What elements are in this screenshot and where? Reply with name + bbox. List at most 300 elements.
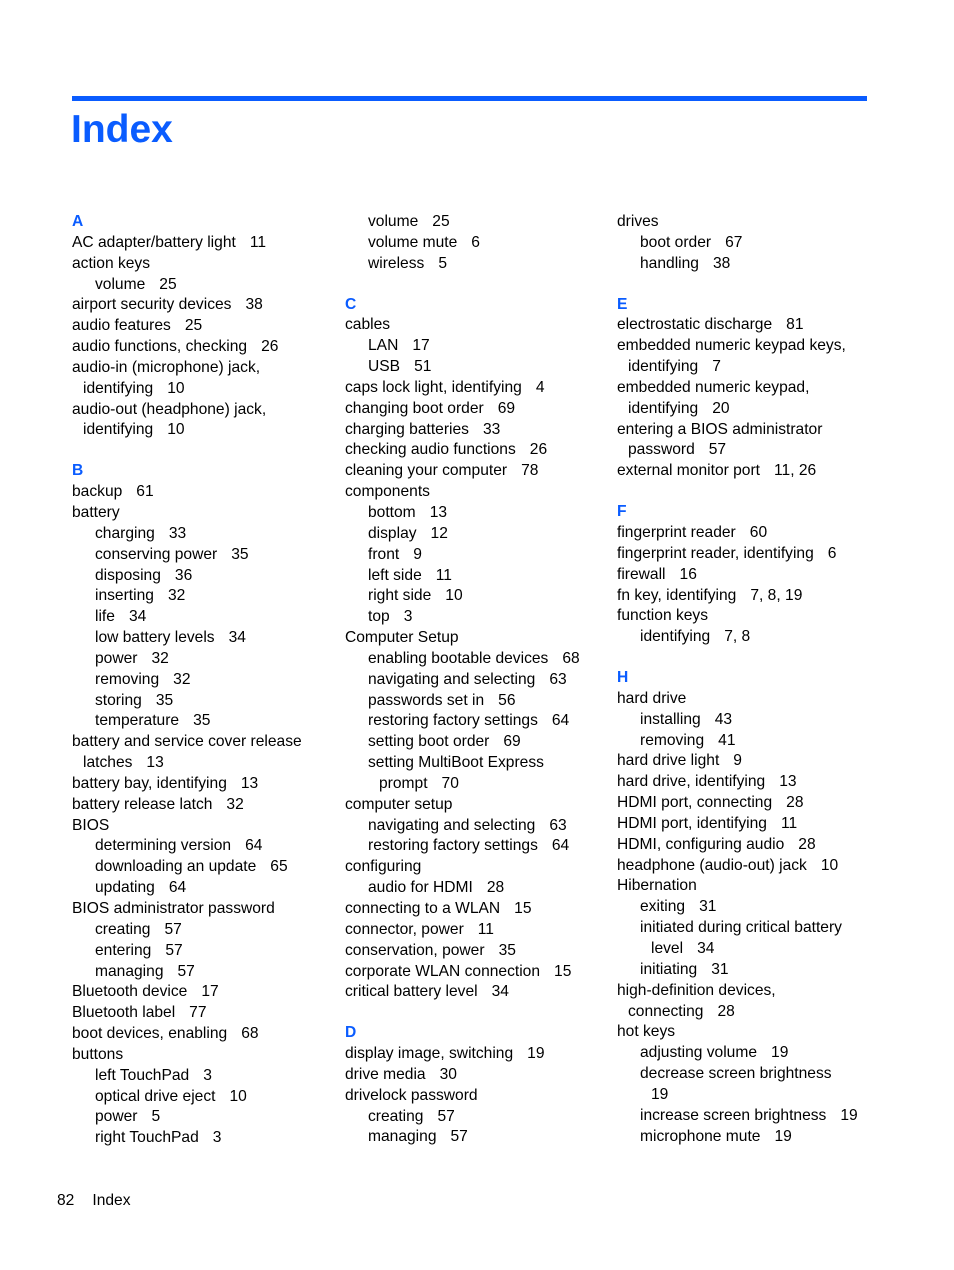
index-entry (72, 962, 322, 983)
section-gap (617, 275, 867, 295)
entry-page-ref[interactable]: 35 (498, 941, 516, 959)
entry-page-ref[interactable]: 63 (549, 670, 567, 688)
index-entry (617, 399, 867, 420)
index-entry (345, 586, 595, 607)
entry-page-ref[interactable]: 17 (412, 337, 430, 355)
entry-page-ref[interactable]: 56 (498, 691, 516, 709)
entry-term: audio functions, checking (72, 338, 248, 356)
index-entry (345, 1086, 595, 1107)
entry-term: BIOS administrator password (72, 900, 275, 917)
index-entry (72, 295, 322, 316)
index-entry (72, 420, 322, 441)
entry-term: increase screen brightness (640, 1106, 827, 1124)
entry-page-ref[interactable]: 10 (167, 421, 185, 439)
index-entry (72, 379, 322, 400)
entry-term: front (368, 545, 400, 563)
entry-page-ref[interactable]: 15 (554, 962, 572, 980)
entry-page-ref[interactable]: 64 (551, 837, 570, 855)
index-entry (345, 941, 595, 962)
index-entry (345, 420, 595, 441)
entry-page-ref[interactable]: 11 (780, 814, 798, 832)
entry-term: LAN (368, 337, 399, 355)
entry-term: wireless (368, 254, 425, 272)
index-entry (72, 524, 322, 545)
entry-page-ref[interactable]: 11, 26 (774, 462, 817, 480)
index-entry (345, 691, 595, 712)
entry-page-ref[interactable]: 34 (128, 608, 147, 626)
index-entry (345, 1044, 595, 1065)
entry-term: battery and service cover release (72, 733, 302, 751)
entry-page-ref[interactable]: 13 (240, 774, 259, 792)
entry-term: navigating and selecting (368, 816, 536, 834)
entry-page-ref[interactable]: 25 (184, 317, 203, 335)
entry-term: computer setup (345, 795, 453, 813)
entry-term: USB (368, 358, 401, 376)
entry-page-ref[interactable]: 11 (435, 566, 452, 584)
index-entry (345, 732, 595, 753)
entry-page-ref[interactable]: 57 (450, 1128, 468, 1146)
entry-page-ref[interactable]: 57 (177, 962, 195, 980)
index-entry (617, 233, 867, 254)
index-entry (72, 1128, 322, 1149)
index-entry (72, 1003, 322, 1024)
entry-term: conservation, power (345, 941, 485, 959)
index-entry (72, 482, 322, 503)
index-entry (617, 1064, 867, 1085)
entry-term: temperature (95, 712, 180, 730)
index-entry (345, 982, 595, 1003)
index-entry (617, 627, 867, 648)
entry-page-ref[interactable]: 13 (146, 754, 164, 772)
entry-page-ref[interactable]: 64 (168, 879, 187, 897)
entry-page-ref[interactable]: 57 (437, 1107, 455, 1125)
entry-term: function keys (617, 607, 709, 625)
index-entry (345, 774, 595, 795)
entry-term: configuring (345, 858, 422, 876)
index-entry (617, 793, 867, 814)
entry-page-ref[interactable]: 28 (786, 794, 804, 812)
entry-term: airport security devices (72, 296, 232, 314)
entry-term: latches (83, 754, 133, 772)
index-entry (72, 941, 322, 962)
entry-page-ref[interactable]: 35 (155, 691, 174, 709)
index-entry (345, 566, 595, 587)
entry-term: password (628, 441, 695, 459)
index-entry (617, 606, 867, 627)
index-entry (72, 711, 322, 732)
index-column-3 (617, 212, 867, 1147)
index-entry (617, 835, 867, 856)
entry-term: prompt (379, 774, 428, 792)
entry-term: charging (95, 524, 155, 542)
entry-page-ref[interactable]: 64 (551, 712, 570, 730)
index-entry (72, 753, 322, 774)
index-entry (345, 315, 595, 336)
entry-page-ref[interactable]: 64 (245, 837, 263, 855)
entry-page-ref[interactable]: 68 (562, 649, 580, 667)
index-entry (345, 461, 595, 482)
entry-term: battery bay, identifying (72, 774, 227, 792)
entry-term: boot devices, enabling (72, 1025, 228, 1043)
entry-page-ref[interactable]: 33 (482, 420, 501, 438)
index-entry (617, 1043, 867, 1064)
section-letter: E (617, 295, 628, 313)
section-letter: C (345, 295, 357, 313)
index-entry (72, 1066, 322, 1087)
entry-page-ref[interactable]: 4 (535, 378, 545, 396)
entry-term: corporate WLAN connection (345, 962, 541, 980)
index-entry (617, 254, 867, 275)
index-entry (617, 1022, 867, 1043)
entry-term: display image, switching (345, 1045, 514, 1063)
entry-page-ref[interactable]: 28 (798, 835, 816, 853)
entry-page-ref[interactable]: 3 (403, 608, 413, 626)
entry-term: connecting to a WLAN (345, 900, 501, 917)
index-entry (72, 1107, 322, 1128)
index-entry (617, 981, 867, 1002)
entry-page-ref[interactable]: 13 (779, 773, 797, 791)
index-entry (72, 275, 322, 296)
entry-term: battery (72, 503, 120, 521)
entry-page-ref[interactable]: 61 (136, 483, 154, 501)
entry-term: bottom (368, 503, 416, 521)
index-entry (617, 939, 867, 960)
index-entry (345, 336, 595, 357)
entry-term: right TouchPad (95, 1129, 199, 1147)
entry-page-ref[interactable]: 38 (712, 254, 731, 272)
entry-term: cables (345, 316, 391, 334)
entry-page-ref[interactable]: 10 (445, 587, 463, 605)
entry-term: top (368, 608, 390, 626)
index-entry (72, 316, 322, 337)
entry-page-ref[interactable]: 25 (432, 213, 450, 230)
index-entry (72, 774, 322, 795)
entry-term: HDMI port, identifying (617, 814, 767, 832)
entry-page-ref[interactable]: 34 (491, 983, 509, 1001)
entry-page-ref[interactable]: 3 (203, 1066, 212, 1084)
index-entry (72, 795, 322, 816)
index-entry (345, 233, 595, 254)
entry-page-ref[interactable]: 7 (712, 358, 721, 376)
entry-page-ref[interactable]: 35 (231, 545, 249, 563)
entry-term: drives (617, 213, 659, 230)
entry-page-ref[interactable]: 34 (697, 940, 715, 957)
index-column-1 (72, 212, 322, 1149)
entry-term: fingerprint reader (617, 523, 736, 541)
entry-term: downloading an update (95, 858, 257, 876)
entry-term: identifying (640, 628, 711, 646)
entry-term: BIOS (72, 816, 110, 834)
index-entry (345, 628, 595, 649)
entry-term: drive media (345, 1065, 426, 1083)
index-entry (617, 315, 867, 336)
entry-page-ref[interactable]: 26 (529, 441, 548, 459)
entry-page-ref[interactable]: 13 (429, 503, 448, 521)
entry-page-ref[interactable]: 57 (708, 441, 727, 459)
entry-page-ref[interactable]: 17 (201, 983, 219, 1001)
page-number: 82 (57, 1192, 75, 1209)
entry-page-ref[interactable]: 78 (521, 462, 539, 480)
entry-term: audio-out (headphone) jack, (72, 400, 267, 418)
entry-page-ref[interactable]: 77 (189, 1004, 207, 1022)
index-entry (617, 378, 867, 399)
index-entry (617, 586, 867, 607)
index-entry (345, 607, 595, 628)
entry-term: microphone mute (640, 1127, 761, 1145)
index-entry (617, 772, 867, 793)
entry-term: left side (368, 566, 422, 584)
entry-page-ref[interactable]: 28 (486, 879, 505, 897)
entry-term: Bluetooth label (72, 1004, 176, 1022)
index-entry (72, 233, 322, 254)
index-entry (345, 1065, 595, 1086)
entry-page-ref[interactable]: 31 (699, 898, 717, 916)
entry-page-ref[interactable]: 36 (174, 566, 193, 584)
entry-term: components (345, 483, 430, 501)
entry-term: electrostatic discharge (617, 316, 773, 334)
entry-term: power (95, 1108, 138, 1126)
index-entry (617, 544, 867, 565)
entry-page-ref[interactable]: 16 (679, 565, 697, 583)
entry-page-ref[interactable]: 81 (786, 316, 804, 334)
entry-term: critical battery level (345, 983, 478, 1001)
entry-term: identifying (628, 399, 699, 417)
index-entry (72, 691, 322, 712)
entry-page-ref[interactable]: 7, 8, 19 (750, 586, 803, 604)
entry-term: enabling bootable devices (368, 649, 549, 667)
entry-term: creating (368, 1107, 424, 1125)
entry-page-ref[interactable]: 10 (229, 1087, 247, 1105)
entry-term: adjusting volume (640, 1044, 758, 1062)
entry-page-ref[interactable]: 28 (717, 1002, 735, 1020)
index-entry (617, 523, 867, 544)
entry-page-ref[interactable]: 38 (245, 296, 263, 314)
entry-term: volume mute (368, 233, 458, 251)
entry-page-ref[interactable]: 6 (471, 233, 480, 251)
index-entry (345, 357, 595, 378)
index-entry (617, 336, 867, 357)
index-entry (345, 1107, 595, 1128)
index-entry (345, 857, 595, 878)
entry-term: navigating and selecting (368, 670, 536, 688)
entry-term: volume (368, 213, 419, 230)
entry-page-ref[interactable]: 15 (514, 900, 532, 917)
entry-term: entering (95, 941, 152, 959)
section-gap (345, 1003, 595, 1023)
page-title: Index (71, 108, 173, 151)
index-entry (72, 670, 322, 691)
entry-page-ref[interactable]: 10 (167, 379, 185, 397)
index-entry (617, 814, 867, 835)
entry-page-ref[interactable]: 34 (228, 629, 246, 647)
entry-page-ref[interactable]: 31 (711, 960, 729, 978)
index-entry (617, 876, 867, 897)
entry-page-ref[interactable]: 6 (827, 544, 837, 562)
entry-term: external monitor port (617, 462, 761, 480)
entry-term: restoring factory settings (368, 712, 538, 730)
entry-term: Computer Setup (345, 629, 459, 647)
entry-term: connecting (628, 1002, 704, 1020)
index-entry (72, 857, 322, 878)
section-letter: F (617, 503, 627, 521)
entry-page-ref[interactable]: 70 (441, 774, 459, 792)
entry-term: embedded numeric keypad, (617, 378, 810, 396)
entry-page-ref[interactable]: 32 (173, 670, 191, 688)
entry-term: cleaning your computer (345, 462, 508, 480)
entry-page-ref[interactable]: 5 (438, 254, 448, 272)
entry-term: changing boot order (345, 399, 484, 417)
entry-term: hard drive, identifying (617, 773, 766, 791)
entry-page-ref[interactable]: 7, 8 (724, 628, 751, 646)
entry-term: exiting (640, 898, 686, 916)
entry-term: managing (368, 1128, 437, 1146)
index-entry (345, 920, 595, 941)
index-entry (72, 628, 322, 649)
index-entry (617, 689, 867, 710)
entry-term: removing (95, 670, 160, 688)
entry-page-ref[interactable]: 41 (718, 731, 736, 749)
index-entry (72, 982, 322, 1003)
entry-term: volume (95, 275, 146, 293)
entry-page-ref[interactable]: 32 (226, 795, 244, 813)
entry-page-ref[interactable]: 19 (527, 1045, 545, 1063)
entry-term: HDMI port, connecting (617, 794, 773, 812)
entry-page-ref[interactable]: 9 (733, 752, 742, 770)
index-entry (345, 482, 595, 503)
index-entry (617, 731, 867, 752)
entry-page-ref[interactable]: 63 (549, 816, 567, 834)
index-entry (72, 732, 322, 753)
entry-term: backup (72, 483, 123, 501)
entry-page-ref[interactable]: 19 (774, 1127, 792, 1145)
entry-page-ref[interactable]: 68 (241, 1025, 259, 1043)
entry-term: checking audio functions (345, 441, 516, 459)
index-entry (345, 962, 595, 983)
entry-page-ref[interactable]: 19 (840, 1106, 858, 1124)
entry-term: hot keys (617, 1023, 676, 1041)
entry-page-ref[interactable]: 11 (249, 233, 267, 251)
index-entry (345, 753, 595, 774)
entry-term: entering a BIOS administrator (617, 420, 823, 438)
entry-page-ref[interactable]: 51 (414, 358, 432, 376)
index-entry (345, 836, 595, 857)
index-entry (345, 545, 595, 566)
entry-term: inserting (95, 587, 154, 605)
entry-term: handling (640, 254, 699, 272)
entry-term: Bluetooth device (72, 983, 188, 1001)
entry-term: charging batteries (345, 420, 469, 438)
entry-term: passwords set in (368, 691, 485, 709)
index-entry (617, 440, 867, 461)
entry-page-ref[interactable]: 11 (477, 920, 494, 938)
index-entry (345, 649, 595, 670)
entry-term: embedded numeric keypad keys, (617, 337, 846, 355)
index-entry (345, 878, 595, 899)
entry-term: storing (95, 691, 142, 709)
index-entry (72, 878, 322, 899)
entry-page-ref[interactable]: 30 (439, 1065, 457, 1083)
entry-page-ref[interactable]: 26 (261, 338, 279, 356)
entry-term: managing (95, 962, 164, 980)
entry-term: audio for HDMI (368, 879, 473, 897)
section-letter: A (72, 213, 84, 230)
index-entry (345, 795, 595, 816)
index-entry (617, 357, 867, 378)
index-entry (345, 440, 595, 461)
entry-term: initiated during critical battery (640, 919, 842, 937)
entry-page-ref[interactable]: 69 (497, 399, 516, 417)
index-entry (345, 1127, 595, 1148)
index-entry (617, 1085, 867, 1106)
entry-page-ref[interactable]: 33 (168, 524, 187, 542)
index-entry (345, 899, 595, 920)
entry-page-ref[interactable]: 32 (151, 649, 169, 667)
entry-term: caps lock light, identifying (345, 378, 522, 396)
entry-page-ref[interactable]: 19 (771, 1044, 789, 1062)
entry-page-ref[interactable]: 32 (167, 587, 186, 605)
entry-page-ref[interactable]: 57 (165, 941, 183, 959)
index-entry (617, 1127, 867, 1148)
entry-term: installing (640, 710, 701, 728)
entry-term: battery release latch (72, 795, 213, 813)
entry-page-ref[interactable]: 5 (151, 1108, 161, 1126)
entry-page-ref[interactable]: 20 (712, 399, 730, 417)
entry-term: creating (95, 920, 151, 938)
entry-term: firewall (617, 565, 666, 583)
entry-page-ref[interactable]: 69 (503, 733, 521, 751)
index-entry (72, 1024, 322, 1045)
entry-page-ref[interactable]: 12 (430, 524, 448, 542)
entry-page-ref[interactable]: 43 (714, 710, 733, 728)
entry-term: left TouchPad (95, 1066, 190, 1084)
section-gap (617, 482, 867, 502)
entry-term: updating (95, 879, 155, 897)
index-entry (345, 670, 595, 691)
index-entry (72, 503, 322, 524)
index-entry (72, 607, 322, 628)
entry-term: determining version (95, 837, 232, 855)
index-entry (617, 710, 867, 731)
page-footer (57, 1191, 131, 1211)
section-letter: D (345, 1024, 357, 1042)
index-entry (617, 1002, 867, 1023)
index-entry (617, 960, 867, 981)
entry-term: conserving power (95, 545, 218, 563)
entry-page-ref[interactable]: 10 (820, 856, 839, 874)
index-entry (72, 836, 322, 857)
index-entry (72, 337, 322, 358)
index-entry (345, 503, 595, 524)
index-entry (617, 918, 867, 939)
entry-page-ref[interactable]: 35 (193, 712, 211, 730)
entry-term: setting boot order (368, 733, 490, 751)
entry-page-ref[interactable]: 57 (164, 920, 182, 938)
entry-term: high-definition devices, (617, 981, 776, 999)
index-entry (72, 400, 322, 421)
index-entry (72, 566, 322, 587)
entry-page-ref[interactable]: 9 (413, 545, 422, 563)
index-entry (617, 212, 867, 233)
section-gap (72, 441, 322, 461)
index-entry (72, 816, 322, 837)
entry-page-ref[interactable]: 60 (749, 523, 768, 541)
index-entry (345, 399, 595, 420)
entry-page-ref[interactable]: 65 (270, 858, 288, 876)
entry-page-ref[interactable]: 25 (159, 275, 177, 293)
entry-page-ref[interactable]: 3 (212, 1129, 222, 1147)
entry-page-ref[interactable]: 67 (725, 233, 743, 251)
entry-page-ref[interactable]: 19 (651, 1085, 669, 1103)
